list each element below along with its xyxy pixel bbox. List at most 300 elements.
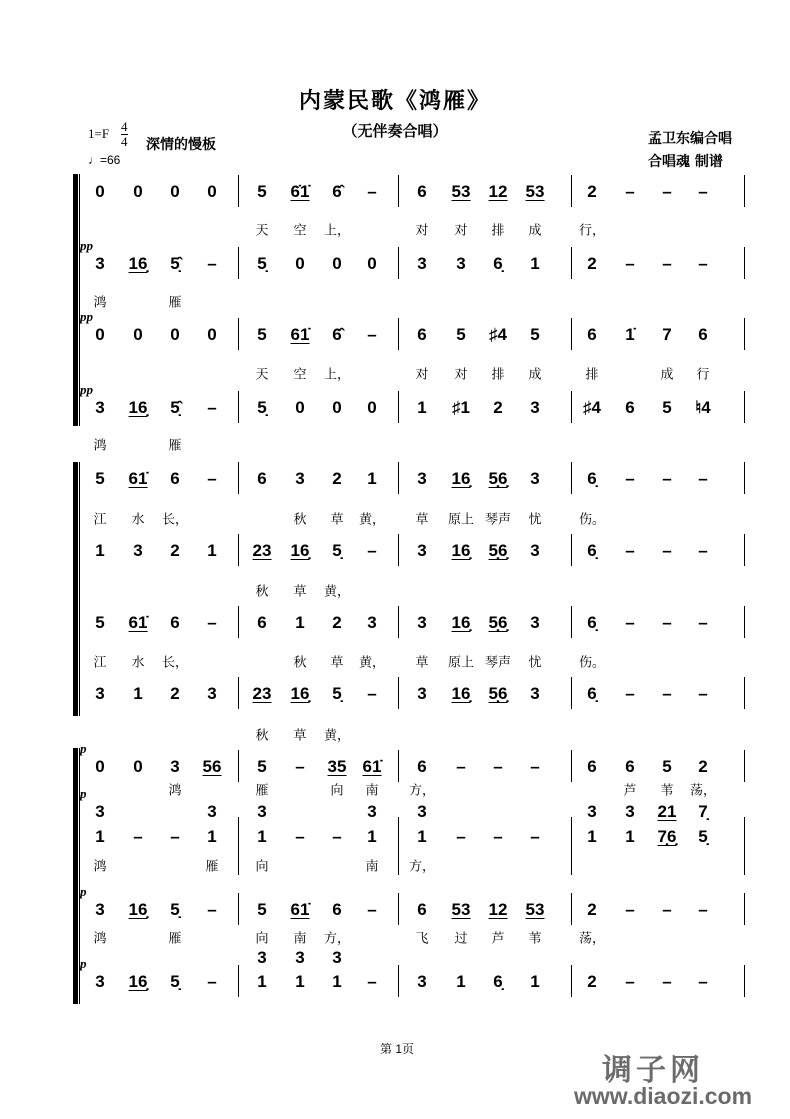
- note: 61̇: [128, 613, 148, 632]
- note: –: [367, 684, 377, 703]
- note: 1: [367, 469, 377, 488]
- note: –: [662, 900, 672, 919]
- note: 53: [525, 182, 545, 201]
- note: 1: [367, 827, 377, 846]
- barline: [571, 462, 572, 494]
- note: 7̣6̣: [657, 827, 677, 846]
- note: 0: [332, 398, 342, 417]
- note: 61̇: [128, 469, 148, 488]
- lyric-syllable: 南: [365, 783, 379, 799]
- note: 3: [417, 254, 427, 273]
- note: 3: [95, 972, 105, 991]
- barline: [744, 462, 745, 494]
- lyric-syllable: 南: [293, 931, 307, 947]
- dynamic-marking: pp: [80, 238, 93, 253]
- lyric-syllable: 过: [454, 931, 468, 947]
- note: 3: [207, 684, 217, 703]
- lyric-syllable: 天: [255, 367, 269, 383]
- lyric-syllable: 方，: [408, 783, 436, 799]
- lyric-syllable: 方，: [323, 931, 351, 947]
- barline: [398, 534, 399, 566]
- note: 0: [133, 182, 143, 201]
- note: 3: [530, 398, 540, 417]
- note: 3: [133, 541, 143, 560]
- note: 16̣: [128, 900, 148, 919]
- note: 6: [625, 398, 635, 417]
- barline: [398, 750, 399, 782]
- note: 0: [332, 254, 342, 273]
- note: 1: [625, 827, 635, 846]
- barline: [238, 462, 239, 494]
- note: 53: [525, 900, 545, 919]
- lyric-syllable: 向: [330, 783, 344, 799]
- note: 6: [257, 469, 267, 488]
- note: 5̣6̣: [488, 469, 508, 488]
- note: 3: [95, 802, 105, 821]
- note: 6: [587, 757, 597, 776]
- dynamic-marking: pp: [80, 309, 93, 324]
- note: 5̣6̣: [488, 541, 508, 560]
- barline: [238, 817, 239, 875]
- barline: [238, 318, 239, 350]
- song-title: 内蒙民歌《鸿雁》: [298, 88, 491, 114]
- note: 16̣: [451, 613, 471, 632]
- barline: [238, 965, 239, 997]
- note: 6: [417, 900, 427, 919]
- note: –: [625, 613, 635, 632]
- lyric-syllable: 雁: [168, 931, 182, 947]
- note: 2: [332, 613, 342, 632]
- note: 2: [493, 398, 503, 417]
- note: 6: [417, 325, 427, 344]
- note: 12: [488, 182, 508, 201]
- barline: [398, 391, 399, 423]
- lyric-syllable: 草: [415, 655, 429, 671]
- lyric-syllable: 草: [415, 512, 429, 528]
- note: –: [625, 541, 635, 560]
- note: 5̣: [170, 900, 180, 919]
- dynamic-marking: p: [80, 956, 87, 971]
- lyric-syllable: 行，: [578, 223, 606, 239]
- note: 0: [295, 398, 305, 417]
- note: 53: [451, 182, 471, 201]
- note: 7: [662, 325, 672, 344]
- note: 6̣: [493, 972, 503, 991]
- note: 6: [170, 469, 180, 488]
- barline: [571, 893, 572, 925]
- note: 5̣̂: [170, 398, 180, 417]
- lyric-syllable: 飞: [415, 931, 429, 947]
- barline: [398, 175, 399, 207]
- note: 3: [95, 398, 105, 417]
- note: 3: [456, 254, 466, 273]
- note: 3: [417, 802, 427, 821]
- note: 6̂: [332, 182, 342, 201]
- note: 2: [170, 684, 180, 703]
- note: –: [456, 827, 466, 846]
- note: 61̇: [362, 757, 382, 776]
- barline: [398, 462, 399, 494]
- barline: [398, 893, 399, 925]
- barline: [744, 391, 745, 423]
- note: 1: [207, 541, 217, 560]
- note: 5̣: [170, 972, 180, 991]
- note: –: [493, 757, 503, 776]
- lyric-syllable: 雁: [168, 295, 182, 311]
- system-bracket: [73, 462, 78, 716]
- dynamic-marking: p: [80, 884, 87, 899]
- note: 6̣: [587, 684, 597, 703]
- note: –: [662, 684, 672, 703]
- barline: [744, 175, 745, 207]
- note: 6: [170, 613, 180, 632]
- note: 1: [530, 254, 540, 273]
- note: 5: [257, 900, 267, 919]
- note: 3: [295, 948, 305, 967]
- tempo-marking: 深情的慢板: [146, 137, 216, 153]
- barline: [238, 606, 239, 638]
- barline: [744, 817, 745, 875]
- note: 2: [587, 254, 597, 273]
- barline: [398, 817, 399, 875]
- lyric-syllable: 江: [93, 655, 107, 671]
- lyric-syllable: 黄，: [358, 512, 386, 528]
- note: –: [662, 541, 672, 560]
- lyric-syllable: 水: [131, 655, 145, 671]
- barline: [744, 606, 745, 638]
- note: –: [456, 757, 466, 776]
- note: 6: [417, 757, 427, 776]
- barline: [238, 247, 239, 279]
- note: 2: [587, 182, 597, 201]
- dynamic-marking: p: [80, 786, 87, 801]
- note: –: [625, 972, 635, 991]
- lyric-syllable: 荡，: [689, 783, 717, 799]
- note: 6: [257, 613, 267, 632]
- note: 2: [332, 469, 342, 488]
- note: 5: [456, 325, 466, 344]
- note: 0: [207, 325, 217, 344]
- note: –: [625, 900, 635, 919]
- note: 1: [257, 972, 267, 991]
- lyric-syllable: 成: [660, 367, 674, 383]
- note: 6̣: [587, 469, 597, 488]
- lyric-syllable: 鸿: [93, 295, 107, 311]
- note: 5̣: [698, 827, 708, 846]
- note: 56: [202, 757, 222, 776]
- note: 35: [327, 757, 347, 776]
- note: ♮4: [695, 398, 711, 417]
- barline: [571, 175, 572, 207]
- note: –: [662, 182, 672, 201]
- lyric-syllable: 琴声: [484, 655, 512, 671]
- note: –: [698, 254, 708, 273]
- note: –: [698, 541, 708, 560]
- note: –: [207, 469, 217, 488]
- lyric-syllable: 原上: [447, 512, 475, 528]
- note: 0: [95, 325, 105, 344]
- note: 3: [587, 802, 597, 821]
- barline: [238, 893, 239, 925]
- barline: [398, 965, 399, 997]
- note: 1: [456, 972, 466, 991]
- lyric-syllable: 草: [293, 728, 307, 744]
- lyric-syllable: 排: [585, 367, 599, 383]
- dynamic-marking: p: [80, 741, 87, 756]
- lyric-syllable: 排: [491, 223, 505, 239]
- note: 6: [625, 757, 635, 776]
- note: –: [207, 254, 217, 273]
- note: 2: [587, 972, 597, 991]
- note: 5̣: [257, 398, 267, 417]
- note: 23: [252, 541, 272, 560]
- note: 3: [367, 802, 377, 821]
- note: 5̣6̣: [488, 684, 508, 703]
- note: 16̣: [290, 684, 310, 703]
- lyric-syllable: 草: [330, 655, 344, 671]
- lyric-syllable: 对: [415, 223, 429, 239]
- note: 5̣̂: [170, 254, 180, 273]
- barline: [398, 247, 399, 279]
- note: 6: [587, 325, 597, 344]
- note: 3: [530, 469, 540, 488]
- page-number: 第 1页: [380, 1042, 415, 1056]
- lyric-syllable: 鸿: [93, 931, 107, 947]
- lyric-syllable: 芦: [491, 931, 505, 947]
- note: 6̂: [332, 325, 342, 344]
- note: 1: [530, 972, 540, 991]
- barline: [571, 247, 572, 279]
- lyric-syllable: 对: [454, 367, 468, 383]
- time-sig-bottom: 4: [121, 134, 128, 149]
- note: 16̣: [451, 541, 471, 560]
- lyric-syllable: 黄，: [323, 584, 351, 600]
- note: –: [493, 827, 503, 846]
- barline: [744, 893, 745, 925]
- note: 3: [95, 684, 105, 703]
- note: 16̣: [128, 398, 148, 417]
- note: 6̇1̇: [290, 182, 310, 201]
- note: 16̣: [290, 541, 310, 560]
- note: –: [698, 684, 708, 703]
- lyric-syllable: 雁: [255, 783, 269, 799]
- note: 5: [662, 757, 672, 776]
- barline: [571, 318, 572, 350]
- note: ♯4: [489, 325, 507, 344]
- lyric-syllable: 排: [491, 367, 505, 383]
- note: –: [295, 827, 305, 846]
- note: 3: [332, 948, 342, 967]
- lyric-syllable: 对: [415, 367, 429, 383]
- lyric-syllable: 忧: [528, 655, 542, 671]
- barline: [744, 677, 745, 709]
- barline: [571, 965, 572, 997]
- note: 1̇: [625, 325, 635, 344]
- lyric-syllable: 长，: [161, 655, 189, 671]
- note: 5: [530, 325, 540, 344]
- lyric-syllable: 伤。: [578, 512, 606, 528]
- barline: [744, 750, 745, 782]
- note: –: [367, 182, 377, 201]
- note: 6: [698, 325, 708, 344]
- note: 16̣: [451, 684, 471, 703]
- note: –: [367, 541, 377, 560]
- note: ♯4: [583, 398, 601, 417]
- note: 1: [95, 827, 105, 846]
- note: 6̣: [587, 541, 597, 560]
- lyric-syllable: 芦: [623, 783, 637, 799]
- note: 3: [530, 684, 540, 703]
- lyric-syllable: 雁: [205, 859, 219, 875]
- note: 0: [133, 325, 143, 344]
- note: 1: [257, 827, 267, 846]
- barline: [744, 965, 745, 997]
- lyric-syllable: 江: [93, 512, 107, 528]
- note: 61̇: [290, 325, 310, 344]
- note: –: [207, 613, 217, 632]
- note: 6̣: [587, 613, 597, 632]
- note: 1: [332, 972, 342, 991]
- note: –: [625, 254, 635, 273]
- note: 3: [257, 948, 267, 967]
- barline: [571, 606, 572, 638]
- lyric-syllable: 苇: [528, 931, 542, 947]
- lyric-syllable: 对: [454, 223, 468, 239]
- lyric-syllable: 上，: [323, 223, 351, 239]
- lyric-syllable: 黄，: [323, 728, 351, 744]
- note: 3: [417, 972, 427, 991]
- note: –: [207, 900, 217, 919]
- barline: [398, 677, 399, 709]
- note: 6: [332, 900, 342, 919]
- note: –: [662, 972, 672, 991]
- note: –: [625, 182, 635, 201]
- note: –: [698, 613, 708, 632]
- note: 1: [207, 827, 217, 846]
- note: 0: [295, 254, 305, 273]
- note: 1: [95, 541, 105, 560]
- note: 12: [488, 900, 508, 919]
- lyric-syllable: 苇: [660, 783, 674, 799]
- barline: [238, 750, 239, 782]
- note: 61̇: [290, 900, 310, 919]
- note: –: [207, 398, 217, 417]
- lyric-syllable: 南: [365, 859, 379, 875]
- note: 5̣: [332, 684, 342, 703]
- lyric-syllable: 方，: [408, 859, 436, 875]
- lyric-syllable: 荡，: [578, 931, 606, 947]
- note: 3: [207, 802, 217, 821]
- note: 1: [417, 827, 427, 846]
- barline: [571, 391, 572, 423]
- barline: [398, 606, 399, 638]
- note: 5: [257, 757, 267, 776]
- note: 5̣: [257, 254, 267, 273]
- note: 5: [257, 325, 267, 344]
- key-signature: 1=F: [88, 126, 110, 141]
- note: 0: [170, 325, 180, 344]
- note: –: [662, 254, 672, 273]
- barline: [744, 534, 745, 566]
- arranger-credit: 孟卫东编合唱: [648, 131, 732, 147]
- note: 3: [95, 900, 105, 919]
- note: 3: [417, 541, 427, 560]
- lyric-syllable: 雁: [168, 438, 182, 454]
- note: 3: [417, 613, 427, 632]
- watermark-logo: 调子网: [602, 1054, 704, 1087]
- system-bracket: [73, 748, 78, 1004]
- note: –: [530, 827, 540, 846]
- lyric-syllable: 琴声: [484, 512, 512, 528]
- note: 16̣: [128, 972, 148, 991]
- note: 5̣: [332, 541, 342, 560]
- barline: [238, 391, 239, 423]
- note: –: [530, 757, 540, 776]
- lyric-syllable: 秋: [255, 728, 269, 744]
- note: 3: [417, 684, 427, 703]
- note: ♯1: [452, 398, 470, 417]
- note: 0: [95, 757, 105, 776]
- note: –: [133, 827, 143, 846]
- note: –: [332, 827, 342, 846]
- lyric-syllable: 天: [255, 223, 269, 239]
- note: –: [207, 972, 217, 991]
- note: 53: [451, 900, 471, 919]
- lyric-syllable: 草: [293, 584, 307, 600]
- note: 1: [417, 398, 427, 417]
- lyric-syllable: 鸿: [93, 438, 107, 454]
- barline: [238, 677, 239, 709]
- note: 2: [698, 757, 708, 776]
- subtitle: （无伴奏合唱）: [342, 122, 448, 140]
- note: –: [367, 900, 377, 919]
- note: –: [662, 613, 672, 632]
- barline: [238, 175, 239, 207]
- dynamic-marking: pp: [80, 382, 93, 397]
- note: 7̣: [698, 802, 708, 821]
- note: 23: [252, 684, 272, 703]
- note: 2: [170, 541, 180, 560]
- note: –: [698, 900, 708, 919]
- note: 3: [95, 254, 105, 273]
- note: 16̣: [128, 254, 148, 273]
- lyric-syllable: 空: [293, 223, 307, 239]
- lyric-syllable: 忧: [528, 512, 542, 528]
- barline: [571, 750, 572, 782]
- lyric-syllable: 伤。: [578, 655, 606, 671]
- note: 0: [367, 254, 377, 273]
- note: 3: [257, 802, 267, 821]
- engraver-credit: 合唱魂 制谱: [648, 154, 723, 170]
- system-bracket: [73, 174, 78, 426]
- lyric-syllable: 秋: [293, 512, 307, 528]
- note: 6̣: [493, 254, 503, 273]
- lyric-syllable: 秋: [293, 655, 307, 671]
- note: 0: [207, 182, 217, 201]
- note: –: [625, 684, 635, 703]
- note: –: [698, 469, 708, 488]
- note: 1: [133, 684, 143, 703]
- note: 3: [530, 613, 540, 632]
- lyric-syllable: 原上: [447, 655, 475, 671]
- barline: [571, 677, 572, 709]
- note: 21: [657, 802, 677, 821]
- note: –: [367, 972, 377, 991]
- note: 3: [367, 613, 377, 632]
- note: 1: [587, 827, 597, 846]
- lyric-syllable: 空: [293, 367, 307, 383]
- note: –: [662, 469, 672, 488]
